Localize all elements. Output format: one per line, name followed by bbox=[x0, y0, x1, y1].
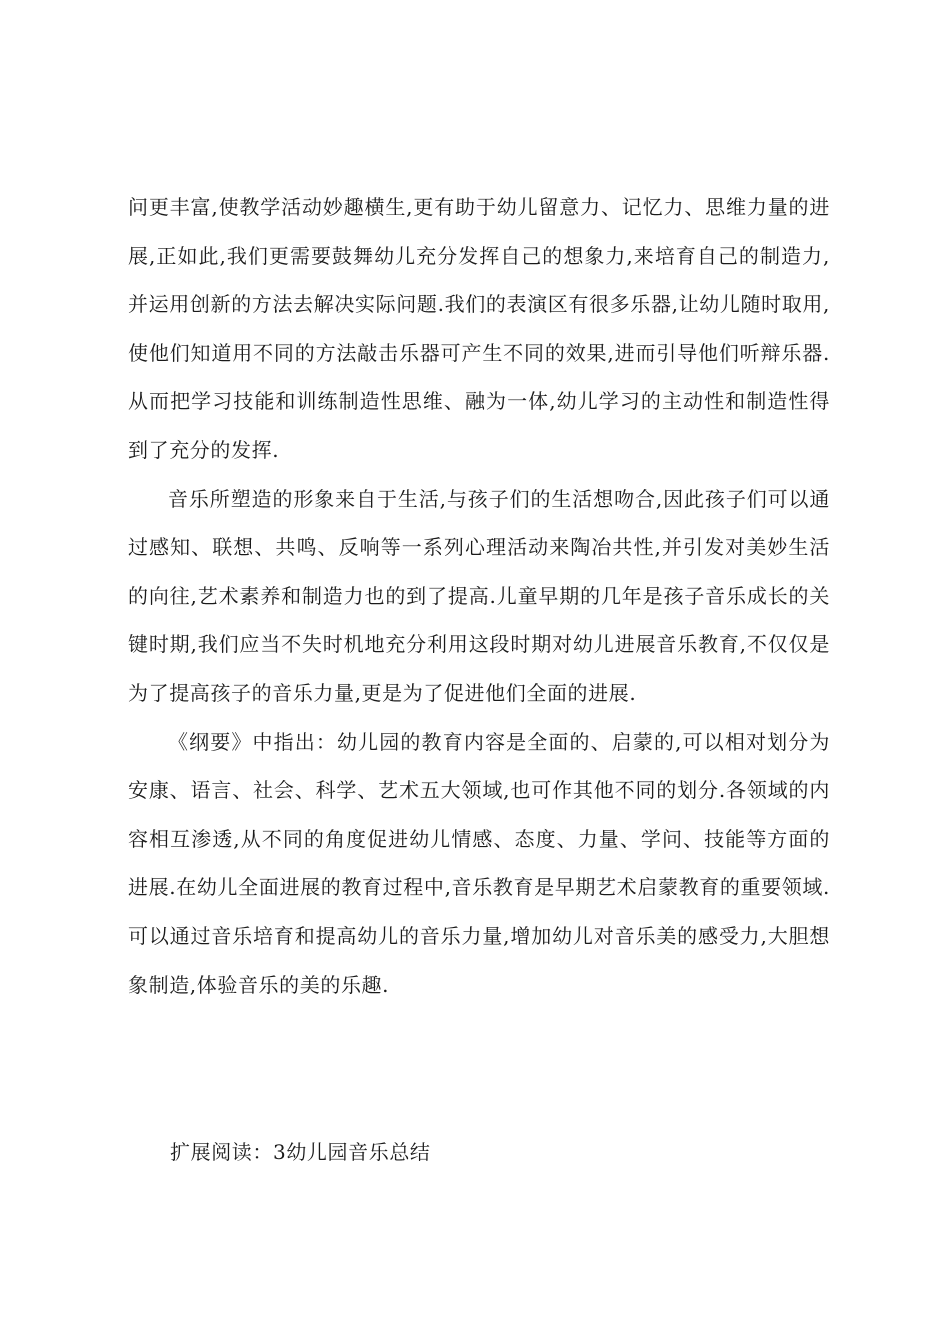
paragraph-continuation: 问更丰富,使教学活动妙趣横生,更有助于幼儿留意力、记忆力、思维力量的进展,正如此,我们更需要鼓舞幼儿充分发挥自己的想象力,来培育自己的制造力,并运用创新的方法去解决实际问题.我们的表演区有很多乐器,让幼儿随时取用,使他们知道用不同的方法敲击乐器可产生不同的效果,进而引导他们听辩乐器.从而把学习技能和训练制造性思维、融为一体,幼儿学习的主动性和制造性得到了充分的发挥. bbox=[128, 195, 830, 462]
document-body bbox=[128, 183, 830, 1009]
paragraph-guidelines: 《纲要》中指出：幼儿园的教育内容是全面的、启蒙的,可以相对划分为安康、语言、社会、科学、艺术五大领域,也可作其他不同的划分.各领域的内容相互渗透,从不同的角度促进幼儿情感、态度、力量、学问、技能等方面的进展.在幼儿全面进展的教育过程中,音乐教育是早期艺术启蒙教育的重要领域.可以通过音乐培育和提高幼儿的音乐力量,增加幼儿对音乐美的感受力,大胆想象制造,体验音乐的美的乐趣. bbox=[128, 729, 830, 997]
paragraph-music-imagery: 音乐所塑造的形象来自于生活,与孩子们的生活想吻合,因此孩子们可以通过感知、联想、共鸣、反响等一系列心理活动来陶冶共性,并引发对美妙生活的向往,艺术素养和制造力也的到了提高.儿童早期的几年是孩子音乐成长的关键时期,我们应当不失时机地充分利用这段时期对幼儿进展音乐教育,不仅仅是为了提高孩子的音乐力量,更是为了促进他们全面的进展. bbox=[128, 486, 830, 705]
extended-reading-link[interactable]: 扩展阅读：3幼儿园音乐总结 bbox=[170, 1140, 431, 1164]
